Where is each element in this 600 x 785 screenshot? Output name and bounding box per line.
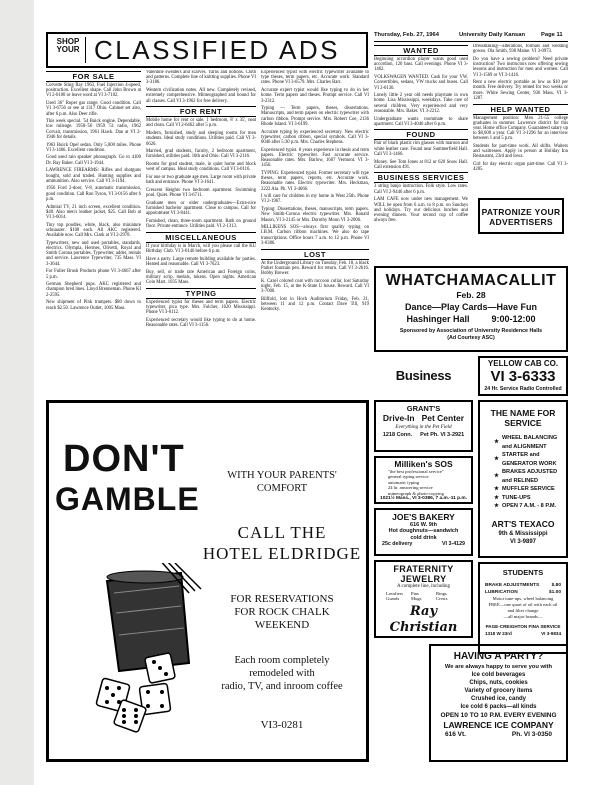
fraternity-item: Mugs — [411, 596, 422, 601]
millikens-line: mimeograph & photo-copying — [388, 490, 444, 496]
classified-ad: Typing: Dissertations, theses, manuscripts, term papers. New Smith-Corona electric typewriter. Mrs. Ronald Mason, VI 3-2145 or Mrs. Dorothy Moon VI 3-2006. — [261, 207, 369, 223]
column-4 — [374, 44, 468, 264]
classified-ad: Good used rain speaker phonograph. Go to 4100 Dr. Ray Baker. Call VI 3-1944. — [46, 155, 141, 166]
classified-ad: K. Cazel colored coat with raccoon collar, lost Saturday night, Feb. 15, at the K-State U house. Reward. Call VI 3-7000. — [261, 278, 369, 295]
party-item: Crushed ice, candy — [470, 696, 527, 702]
section-help-wanted: HELP WANTED — [473, 104, 568, 115]
millikens-line: "the best professional service" — [388, 469, 444, 474]
event-place: Hashinger Hall — [406, 314, 470, 324]
students-line5: —all major brands— — [503, 614, 543, 619]
millikens-ad — [374, 456, 473, 504]
service-item: BRAKES ADJUSTED and RELINED — [502, 469, 558, 484]
grants-pet-center: Pet Center — [421, 413, 465, 423]
party-subtitle: We are always happy to serve you with — [444, 664, 553, 670]
classified-ad: Typewriters, new and used portables, standards, electrics. Olympia, Hermes, Olivetti, Royal and Smith Corona portables. Typewriter, adder, rentals and service. Lawrence Typewriter, 735 Mass. VI 3-3644. — [46, 240, 141, 267]
classified-ad: VOLKSWAGEN WANTED. Cash for your VW. Convertibles, sedans, VW trucks and buses. Call VI 2-0130. — [374, 75, 468, 91]
event-title: WHATCHAMACALLIT — [385, 272, 557, 289]
classified-ad: Rent a new electric portable as low as $10 per month. Free delivery. Try rented for two weeks or more. White Sewing Center, 936 Mass. VI 3-1287. — [473, 80, 568, 101]
grants-tagline: Everything in the Pet Field — [395, 424, 452, 430]
classified-ad: LAWRENCE FIREARMS: Rifles and shotguns bought, sold and traded. Hunting supplies and ammunition. Also service. Call VI 3-1194. — [46, 168, 141, 184]
classified-ad: Experienced typist for theses and term papers. Electric typewriter, pica type. Mrs. Fulcher, 1620 Mississippi. Phone VI 3-0112. — [146, 299, 256, 316]
classified-ad: Graduate men or older undergraduates—Extra-nice furnished bachelor apartment. Close to campus. Call for appointment VI 3-8441. — [146, 200, 256, 217]
party-item: Variety of grocery items — [464, 688, 533, 694]
column-3 — [261, 70, 369, 395]
classified-ad: 3 string banjo instruction. Folk style. Low rates. Call VI 2-9446 after 6 p.m. — [374, 184, 468, 195]
event-sponsor: Sponsored by Association of University Residence Halls — [399, 328, 543, 334]
star-icon: ★ — [494, 473, 500, 480]
dont-headline: DON'T — [63, 438, 185, 480]
grants-ad — [374, 400, 473, 452]
section-lost: LOST — [261, 249, 369, 260]
classified-ad: Experienced typist with electric typewriter available to type theses, term papers, etc. Accurate work. Standard rates. Phone VI 3-6579. Mrs. Charles Barr. — [261, 70, 369, 86]
classified-ad: Beginning accordion player wants good used accordion, 120 bass. Call evenings. Phone VI 3-1462. — [374, 57, 468, 73]
fraternity-item: Rings — [436, 590, 447, 596]
classified-ad: Experienced secretary would like typing to do at home. Reasonable rates. Call VI 3-1156. — [146, 317, 256, 329]
grants-drive-in: Drive-In — [382, 413, 415, 423]
classified-ad: Corvette Sting Ray 1963, Fuel Injection 4-speed, positraction. Excellent shape. Call John Brown at VI 2-0100 or leave word at VI 3-7102. — [46, 83, 141, 99]
service-item: MUFFLER SERVICE — [502, 486, 555, 492]
classified-ad: I will care for children in my home in West 25th. Phone VI 2-1967. — [261, 194, 369, 205]
section-for-rent: FOR RENT — [146, 106, 256, 117]
star-icon: ★ — [494, 439, 500, 446]
students-ad — [478, 562, 568, 654]
classified-ad: Students for part-time work. All shifts. Waiters and waitresses. Apply in person at Holiday Inn Restaurant, 23rd and Iowa. — [473, 144, 568, 160]
gamble-headline: GAMBLE — [55, 481, 200, 517]
classified-ad: LAM CAFE now under new management. We WILL be open from 6 a.m. to 8 p.m. on Sundays and holidays. Try our delicious lunches and evening dinners. Your second cup of coffee always free. — [374, 197, 468, 224]
service-title: THE NAME FOR SERVICE — [490, 408, 556, 428]
classified-ad: Have a party. Large remote building available for parties. Heated and reasonable. Call VI 3-7623. — [146, 256, 256, 267]
party-item: Ice cold beverages — [471, 672, 526, 678]
classified-ad: Mobile home for rent or sale. 1 bedroom, 8' x 35', neat and clean. Call VI 2-6462 after 5 p.m. — [146, 118, 256, 129]
event-tagline: Dance—Play Cards—Have Fun — [404, 302, 538, 312]
yellow-cab-ad — [478, 356, 568, 396]
classified-ad: Valentine sweaters and scarves. Yarns and notions. Cloth and patterns. Complete line of knitting supplies. Phone VI 3-3186. — [146, 70, 256, 86]
reservations-line: FOR RESERVATIONS — [230, 593, 334, 605]
star-icon: ★ — [494, 503, 500, 509]
joes-line2: cold drink — [410, 534, 437, 541]
classified-ad: Undergraduate wants roommate to share apartment. Call VI 3-4046 after 6 p.m. — [374, 116, 468, 127]
party-phone: Ph. VI 3-0350 — [511, 731, 552, 738]
classified-ad: For Fuller Brush Products phone VI 3-4667 after 5 p.m. — [46, 269, 141, 280]
service-ad — [478, 400, 568, 558]
classified-ad: TYPING: Experienced typist. Former secretary will type theses, term papers, reports, etc. Accurate work. Reasonable rates. Electric typewriter. Mrs. Heckman, 2222 Ala. Ph. VI 3-4666. — [261, 170, 369, 192]
students-line4: FREE—one quart of oil with each oil and filter change — [488, 602, 558, 613]
fraternity-jewelry-ad — [374, 560, 473, 638]
classified-ad: For one or two graduate age men. Large room with private bath and entrance. Phone VI 3-1641. — [146, 175, 256, 186]
cab-sub: 24 Hr. Service Radio Controlled — [484, 386, 562, 392]
fraternity-store: Ray Christian — [389, 603, 458, 635]
joes-price: 25c delivery — [382, 541, 413, 548]
fraternity-item: Guards — [386, 596, 400, 601]
classified-ad: Used 36" Roper gas range. Good condition. Call VI 3-6756 or see at 1317 Ohio. Cabinet set also, after 6 p.m. Also Deer rifle. — [46, 101, 141, 117]
comfort-line: COMFORT — [256, 483, 308, 494]
classified-ad: Do you have a sewing problem? Need private instruction? Two instructors now offering sewing lessons and instruction for men and women. Call VI 3-1569 or VI 3-1416. — [473, 56, 568, 78]
remodeled-line: remodeled with — [249, 668, 315, 679]
classified-ad: Typing — Term papers, theses, dissertations. Manuscripts, and term papers on electric typewriter with carbon ribbon. Prompt service. Mrs. Robert Coe, 2136 Rhode Island. VI 3-6199. — [261, 106, 369, 127]
section-typing: TYPING — [146, 288, 256, 299]
paper-name: University Daily Kansan — [459, 32, 526, 38]
classified-ad: At the Underground Library on Tuesday, Feb. 18, a black Parker fountain pen. Reward for return. Call VI 3-2616. Bobby Brewer. — [261, 260, 369, 276]
section-business-services: BUSINESS SERVICES — [374, 172, 468, 183]
die-icon — [145, 653, 176, 684]
students-phone: VI 3-9834 — [541, 631, 561, 636]
millikens-line: general typing service — [388, 474, 429, 480]
joes-bakery-ad — [374, 508, 473, 556]
page-edge — [0, 0, 34, 785]
patronize-text: PATRONIZE YOUR ADVERTISERS — [481, 207, 561, 227]
classified-ad: Girl for day electric organ part-time. Call VI 3-4285. — [473, 162, 568, 173]
service-item: OPEN 7 A.M. - 8 P.M. — [502, 503, 557, 509]
column-1 — [46, 70, 141, 395]
joes-phone: VI 3-4129 — [442, 541, 465, 548]
dice-cup-illustration — [89, 563, 209, 733]
service-item: STARTER and GENERATOR WORK — [502, 452, 557, 467]
business-directory-title: Business — [395, 368, 452, 383]
joes-line1: Hot doughnuts—sandwich — [388, 528, 459, 535]
parents-line: WITH YOUR PARENTS' — [227, 470, 337, 481]
classified-title: CLASSIFIED ADS — [94, 35, 340, 65]
joes-address: 616 W. 9th — [410, 522, 437, 528]
cab-phone: VI 3-6333 — [490, 368, 556, 385]
classified-ad: Furnished, clean, three-room apartment. Bath on ground floor. Private entrance. Utilities paid. VI 2-1313. — [146, 218, 256, 230]
fraternity-item: Crests — [436, 596, 448, 601]
classified-ad: This week special. '54 Buick engine. Dependable, low mileage. 1958-'56 1959 '51 radio, 1962 Corvair, transmission, 1961 Hawk. Dan at VI 2-1946 for details. — [46, 119, 141, 140]
newspaper-page — [36, 20, 568, 772]
dice-cup-icon — [107, 563, 201, 671]
classified-ad: Accurate expert typist would like typing to do in her home. Term papers and theses. Prompt service. Call VI 3-2312. — [261, 88, 369, 104]
column-2 — [146, 70, 256, 395]
party-item: Ice cold 6 packs—all kinds — [460, 704, 537, 710]
ice-company-ad — [429, 644, 568, 762]
classified-ad: Rooms for grad student, male, in quiet home and block west of campus. Ideal study conditions. Call VI 3-0116. — [146, 162, 256, 173]
fraternity-line: A complete line, including — [396, 584, 451, 589]
star-icon: ★ — [494, 486, 500, 492]
millikens-line: automatic typing — [388, 479, 420, 485]
students-title: STUDENTS — [502, 568, 544, 577]
classified-ad: Crescent Heights two bedroom apartment. Swimming pool. Quiet. Phone VI 3-6711. — [146, 187, 256, 199]
service-item: WHEEL BALANCING and ALIGNMENT — [502, 435, 558, 450]
classified-ad: Dressmaking—alterations, formals and wedding gowns. Ola Smith, 938 Maine. VI 3-0973. — [473, 44, 568, 55]
classified-banner — [46, 32, 368, 68]
grants-address: 1218 Conn. — [382, 432, 413, 438]
party-item: Chips, nuts, cookies — [469, 680, 528, 686]
service-item: TUNE-UPS — [502, 494, 531, 501]
classified-ad: Married, grad students, faculty, 2 bedroom apartment, furnished, utilities paid. 10th and Ohio. Call VI 3-2116. — [146, 149, 256, 160]
grants-name: GRANT'S — [406, 404, 441, 413]
classified-ad: Buy, sell, or trade rare American and Foreign coins, military scrip, medals, tokens. Open nights. American Coin Mart. 1035 Mass. — [146, 269, 256, 286]
event-courtesy: (Ad Courtesy ASC) — [447, 335, 495, 341]
event-date: Feb. 28 — [456, 290, 486, 300]
classified-ad: Western civilization notes. All new. Completely revised, extremely comprehensive. Mimeographed and bound for all classes. Call VI 3-1962 for free delivery. — [146, 88, 256, 104]
each-room-line: Each room completely — [234, 655, 330, 666]
star-icon: ★ — [494, 494, 500, 501]
section-for-sale: FOR SALE — [46, 71, 141, 82]
event-time: 9:00-12:00 — [491, 314, 536, 324]
fraternity-item: Pins — [411, 590, 419, 596]
service-name: ART'S TEXACO — [491, 518, 555, 529]
hotel-eldridge-ad — [46, 400, 369, 762]
classified-ad: German Shepherd pups. AKC registered and champion bred lines. Lloyd Brenneman. Phone KI 2-2595. — [46, 282, 141, 298]
students-line3: Motor tune-ups, wheel balancing — [492, 596, 554, 601]
fraternity-tag: IT'S OK TO OWE RAY — [399, 635, 448, 638]
section-wanted: WANTED — [374, 45, 468, 56]
classified-ad: Accurate typing by experienced secretary. New electric typewriter, carbon ribbon, special symbols. Call VI 3-0046 after 5:30 p.m. Mrs. Charles Stephens. — [261, 129, 369, 145]
millikens-name: Milliken's SOS — [394, 459, 453, 469]
joes-name: JOE'S BAKERY — [392, 512, 455, 522]
page-number: Page 11 — [541, 32, 563, 38]
shop-word: SHOP — [56, 37, 80, 46]
shop-label — [52, 38, 84, 54]
section-miscellaneous: MISCELLANEOUS — [146, 232, 256, 243]
classified-ad: Modern, furnished, study and sleeping rooms for men students. Ideal study conditions. Utilities paid. Call VI 3-0626. — [146, 131, 256, 147]
weekend-line: WEEKEND — [254, 619, 310, 631]
millikens-line: 24 hr. answering service — [388, 485, 433, 491]
service-phone: VI 3-9897 — [509, 538, 537, 545]
classified-ad: Billfold, lost in Hoch Auditorium Friday, Feb. 21, between 11 and 12 p.m. Contact Dave Till, 919 Kentucky. — [261, 296, 369, 313]
classified-ad: 1963 Buick Opel sedan. Only 5,000 miles. Phone VI 3-1466. Excellent condition. — [46, 142, 141, 153]
party-title: HAVING A PARTY? — [453, 651, 544, 662]
classified-ad: Tiny top poodles, white, black, also miniature schnauzer. $100 each. All AKC registered. Available now. Call Mrs. Clark at VI 2-2978. — [46, 222, 141, 239]
call-the-line: CALL THE — [237, 523, 327, 542]
hotel-name: HOTEL ELDRIDGE — [202, 544, 362, 563]
classified-ad: New shipment of Pink trumpets. $80 down to reach $2.50. Lawrence Outlet, 1005 Mass. — [46, 300, 141, 311]
classified-ad: Management position: Men 21-55 college graduates in summer. Lawrence district for this year. Home office Company. Guaranteed salary up to $8,600 a year. Call VI 3-1296 for an interview between 1 and 5 p.m. — [473, 115, 568, 142]
section-found: FOUND — [374, 129, 468, 140]
party-hours: OPEN 10 TO 10 P.M. EVERY EVENING — [440, 712, 557, 719]
page-date: Thursday, Feb. 27, 1964 — [374, 32, 439, 38]
column-5 — [473, 44, 568, 194]
service-address: 9th & Mississippi — [498, 530, 548, 537]
cab-name: YELLOW CAB CO. — [487, 359, 559, 368]
rock-chalk-line: FOR ROCK CHALK — [234, 606, 330, 618]
whatchamacallit-ad — [374, 266, 568, 352]
classified-ad: Admiral TV, 21 inch screen, excellent condition. $40. Also men's leather jacket, $25. Call Bob at VI 3-6014. — [46, 204, 141, 220]
students-price1: $.80 — [551, 583, 561, 588]
students-line1: BRAKE ADJUSTMENTS — [485, 583, 540, 588]
students-price2: $1.00 — [548, 590, 561, 595]
classified-ad: Money. See Tom Jones at 812 or 620 Snow Hall. Call extension 491. — [374, 159, 468, 170]
fraternity-item: Lavaliers — [386, 590, 404, 596]
classified-ad: If your birthday is in March, will you please call the KU Birthday Club. VI 3-0146 before 6 p.m. — [146, 243, 256, 255]
star-icon: ★ — [494, 456, 500, 463]
students-name: PAGE-CREIGHTON FINA SERVICE — [485, 624, 561, 629]
party-name: LAWRENCE ICE COMPANY — [443, 720, 554, 730]
your-word: YOUR — [56, 45, 80, 54]
party-address: 616 Vt. — [445, 731, 466, 738]
radio-tv-line: radio, TV, and inroom coffee — [221, 681, 343, 692]
classified-ad: MILLIKENS SOS—always first quality typing on I.B.M. Carbon ribbon machines. We also do tape transcriptions. Office hours 7 a.m. to 12 p.m. Phone VI 3-0386. — [261, 225, 369, 246]
business-directory-box — [374, 356, 473, 396]
students-address: 1318 W 23rd — [485, 631, 512, 636]
patronize-box — [478, 198, 564, 234]
grants-phone: Pet Ph. VI 3-2921 — [420, 432, 465, 438]
classified-ad: Experienced typist. 8 years experience in thesis and term papers. Electric typewriter. Fast accurate service. Reasonable rates. Mrs. Barlow, 1607 Vermont. VI 3-1456. — [261, 147, 369, 169]
classified-ad: Pair of black plastic rim glasses with maroon and white leather case. Found near Summerfield Hall. Call VI 3-1466. — [374, 141, 468, 157]
fraternity-name: FRATERNITY JEWELRY — [393, 564, 454, 584]
classified-ad: Lonely little 2 year old needs playmate in own home. Lisa Mississippi, weekdays. Take care of several children. Very experienced and very reasonable. Mrs. Baker. VI 3-2212. — [374, 93, 468, 114]
hotel-phone: VI3-0281 — [260, 719, 304, 731]
millikens-address: 1021½ Mass., VI 3-0386, 7 a.m.-11 p.m. — [380, 496, 467, 502]
classified-ad: 1956 Ford 2-door, V-8, automatic transmission, good condition. Call Ron Tyson, VI 3-0156 after 6 p.m. — [46, 186, 141, 202]
students-line2: LUBRICATION — [485, 590, 518, 595]
